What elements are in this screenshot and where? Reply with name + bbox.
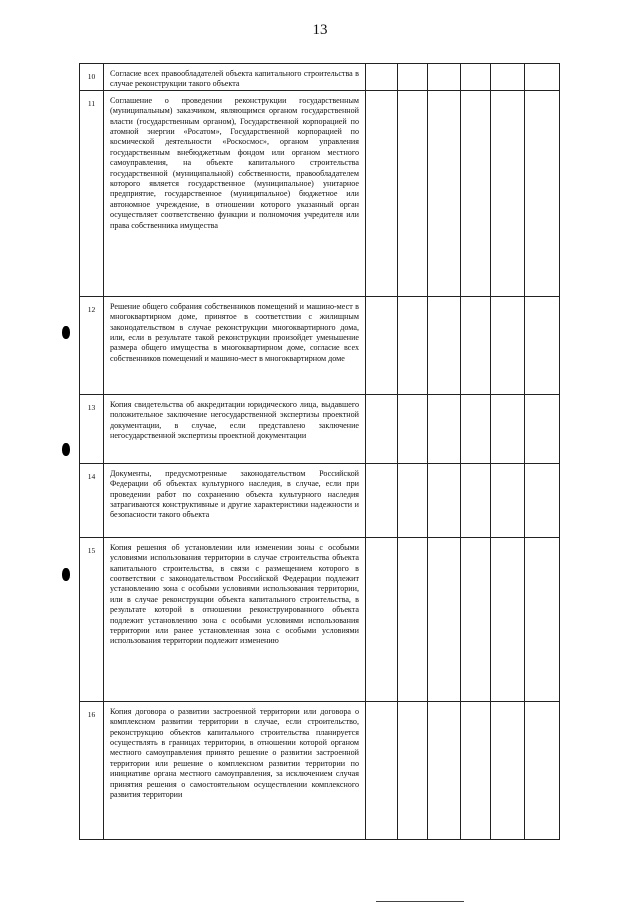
row-number: 15 [80,537,104,701]
table-row [80,463,560,537]
empty-cell [461,90,491,296]
empty-cell [491,90,525,296]
table-row [80,90,560,296]
empty-cell [525,537,560,701]
row-number: 12 [80,296,104,394]
empty-cell [366,701,398,839]
row-text: Документы, предусмотренные законодательством Российской Федерации об объектах культурного наследия, в случае, если при проведении работ по сохранению объекта культурного наследия затрагиваются конструктивные и другие характеристики надежности и безопасности такого объекта [104,463,366,537]
empty-cell [491,296,525,394]
row-text: Копия договора о развитии застроенной территории или договора о комплексном развитии территории в случае, если строительство, реконструкцию объектов капитального строительства планируется осуществлять в границах территории, в отношении которой органом местного самоуправления принято решение о развитии застроенной территории или решение о комплексном развитии территории по инициативе органа местного самоуправления, за исключением случая принятия решения о самостоятельном осуществлении комплексного развития территории [104,701,366,839]
empty-cell [428,463,461,537]
empty-cell [366,537,398,701]
empty-cell [491,394,525,463]
empty-cell [398,701,428,839]
row-number: 14 [80,463,104,537]
empty-cell [428,701,461,839]
empty-cell [461,394,491,463]
row-number: 13 [80,394,104,463]
empty-cell [491,537,525,701]
empty-cell [366,64,398,91]
empty-cell [491,701,525,839]
empty-cell [398,90,428,296]
row-number: 16 [80,701,104,839]
empty-cell [428,296,461,394]
empty-cell [525,64,560,91]
empty-cell [428,537,461,701]
table-row [80,537,560,701]
table-row [80,64,560,91]
row-text: Решение общего собрания собственников помещений и машино-мест в многоквартирном доме, принятое в соответствии с жилищным законодательством в случае реконструкции многоквартирного дома, или, если в результате такой реконструкции произойдет уменьшение размера общего имущества в многоквартирном доме, согласие всех собственников помещений и машино-мест в многоквартирном доме [104,296,366,394]
empty-cell [398,394,428,463]
row-text: Копия решения об установлении или изменении зоны с особыми условиями использования территории в случае строительства объекта капитального строительства, в связи с размещением которого в соответствии с законодательством Российской Федерации подлежит установлению зона с особыми условиями использования территории, или в случае реконструкции объекта капитального строительства, в результате которой в отношении реконструированного объекта подлежит установлению зона с особыми условиями использования территории или ранее установленная зона с особыми условиями использования территории подлежит изменению [104,537,366,701]
empty-cell [366,463,398,537]
empty-cell [428,90,461,296]
table-row [80,701,560,839]
empty-cell [491,64,525,91]
empty-cell [366,394,398,463]
table-row [80,394,560,463]
row-text: Копия свидетельства об аккредитации юридического лица, выдавшего положительное заключение негосударственной экспертизы проектной документации, в случае, если представлено заключение негосударственной экспертизы проектной документации [104,394,366,463]
empty-cell [366,296,398,394]
row-number: 11 [80,90,104,296]
empty-cell [525,463,560,537]
table-row [80,296,560,394]
empty-cell [461,64,491,91]
empty-cell [461,463,491,537]
empty-cell [398,64,428,91]
binding-hole-mark [62,568,70,581]
empty-cell [525,701,560,839]
empty-cell [398,463,428,537]
row-text: Соглашение о проведении реконструкции государственным (муниципальным) заказчиком, являющимся органом государственной власти (государственным органом), Государственной корпорацией по атомной энергии «Росатом», Государственной корпорацией по космической деятельности «Роскосмос», органом управления государственным внебюджетным фондом или органом местного самоуправления, на объекте капитального строительства государственной (муниципальной) собственности, правообладателем которого является государственное (муниципальное) унитарное предприятие, государственное (муниципальное) бюджетное или автономное учреждение, в отношении которого указанный орган осуществляет соответственно функции и полномочия учредителя или права собственника имущества [104,90,366,296]
scan-edge-line [376,901,464,902]
empty-cell [398,537,428,701]
documents-table [79,63,560,840]
empty-cell [428,394,461,463]
row-number: 10 [80,64,104,91]
binding-hole-mark [62,326,70,339]
empty-cell [461,701,491,839]
empty-cell [428,64,461,91]
empty-cell [461,296,491,394]
page-number: 13 [312,22,328,38]
empty-cell [491,463,525,537]
empty-cell [525,296,560,394]
empty-cell [525,90,560,296]
binding-hole-mark [62,443,70,456]
empty-cell [525,394,560,463]
empty-cell [366,90,398,296]
empty-cell [461,537,491,701]
row-text: Согласие всех правообладателей объекта капитального строительства в случае реконструкции такого объекта [104,64,366,91]
empty-cell [398,296,428,394]
